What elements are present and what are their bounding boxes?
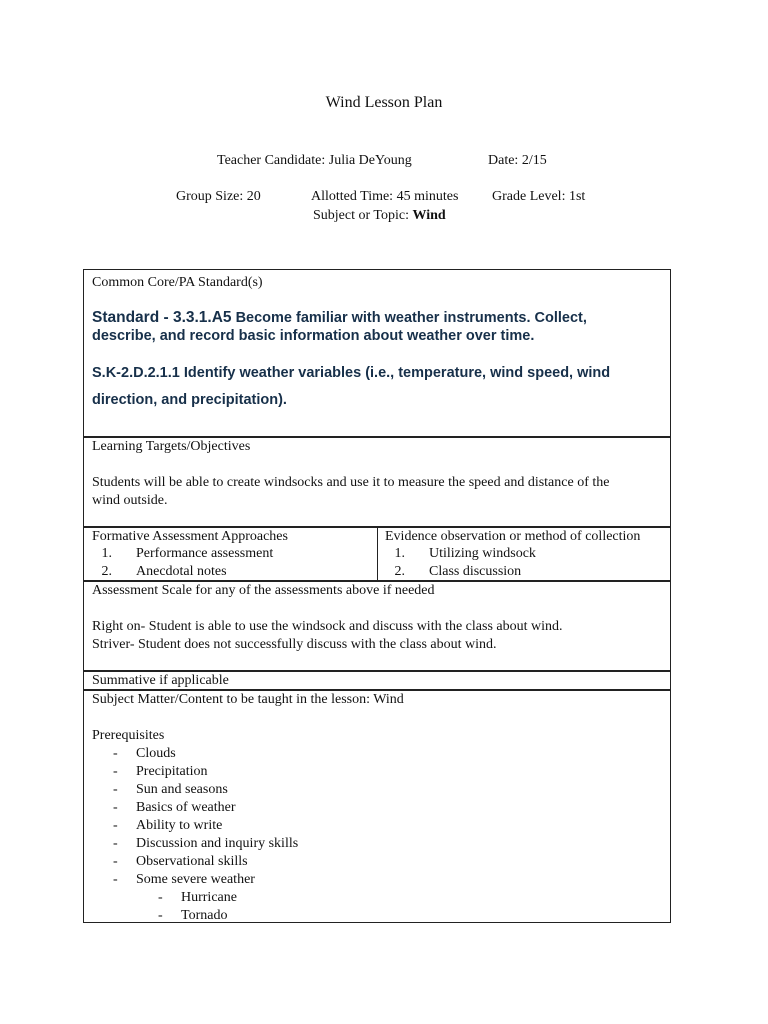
subject-matter-section <box>83 689 671 923</box>
list-item: - Discussion and inquiry skills <box>113 836 299 851</box>
right-on-criterion: Right on- Student is able to use the windsock and discuss with the class about wind. <box>92 619 563 634</box>
formative-list <box>88 545 273 581</box>
teacher-candidate: Teacher Candidate: Julia DeYoung <box>217 153 412 168</box>
standard-1-code: Standard - 3.3.1.A5 <box>92 309 232 326</box>
standards-heading: Common Core/PA Standard(s) <box>92 275 263 290</box>
grade-level: Grade Level: 1st <box>492 189 586 204</box>
subject-matter-heading: Subject Matter/Content to be taught in the lesson: Wind <box>92 692 404 707</box>
list-item: - Tornado <box>158 908 228 923</box>
objectives-line-1: Students will be able to create windsocks and use it to measure the speed and distance of the <box>92 475 610 490</box>
evidence-list <box>381 545 536 581</box>
standard-1-text: Become familiar with weather instruments. Collect, describe, and record basic information about weather over time. <box>92 310 587 344</box>
list-item: - Precipitation <box>113 764 208 779</box>
objectives-section <box>83 436 671 528</box>
allotted-time: Allotted Time: 45 minutes <box>311 189 459 204</box>
assessment-scale-section <box>83 580 671 672</box>
list-item: - Ability to write <box>113 818 223 833</box>
evidence-heading: Evidence observation or method of collection <box>385 529 641 544</box>
list-item: - Some severe weather <box>113 872 255 887</box>
list-item: 1. Performance assessment <box>101 546 274 561</box>
standard-sk-2-d-2-1-1-cont: direction, and precipitation). <box>92 392 287 408</box>
formative-section <box>83 526 671 582</box>
objectives-heading: Learning Targets/Objectives <box>92 439 251 454</box>
summative-heading: Summative if applicable <box>92 673 229 688</box>
column-divider <box>377 527 378 581</box>
list-item: - Observational skills <box>113 854 248 869</box>
subject-topic-value: Wind <box>412 208 446 223</box>
list-item: - Basics of weather <box>113 800 236 815</box>
objectives-line-2: wind outside. <box>92 493 168 508</box>
severe-weather-list <box>158 889 237 925</box>
subject-topic-label: Subject or Topic: <box>313 208 413 223</box>
group-size: Group Size: 20 <box>176 189 261 204</box>
list-item: 1. Utilizing windsock <box>394 546 536 561</box>
list-item: - Sun and seasons <box>113 782 228 797</box>
list-item: - Hurricane <box>158 890 237 905</box>
page-title: Wind Lesson Plan <box>325 94 443 111</box>
list-item: 2. Anecdotal notes <box>101 564 227 579</box>
lesson-date: Date: 2/15 <box>488 153 547 168</box>
list-item: - Clouds <box>113 746 176 761</box>
striver-criterion: Striver- Student does not successfully discuss with the class about wind. <box>92 637 497 652</box>
summative-section <box>83 670 671 691</box>
formative-heading: Formative Assessment Approaches <box>92 529 288 544</box>
standards-section <box>83 269 671 438</box>
list-item: 2. Class discussion <box>394 564 522 579</box>
standard-3-3-1-a5 <box>92 309 652 345</box>
prerequisites-list <box>113 745 298 889</box>
subject-topic <box>313 208 446 224</box>
prerequisites-heading: Prerequisites <box>92 728 165 743</box>
assessment-scale-heading: Assessment Scale for any of the assessments above if needed <box>92 583 435 598</box>
standard-sk-2-d-2-1-1: S.K-2.D.2.1.1 Identify weather variables (i.e., temperature, wind speed, wind <box>92 365 611 381</box>
